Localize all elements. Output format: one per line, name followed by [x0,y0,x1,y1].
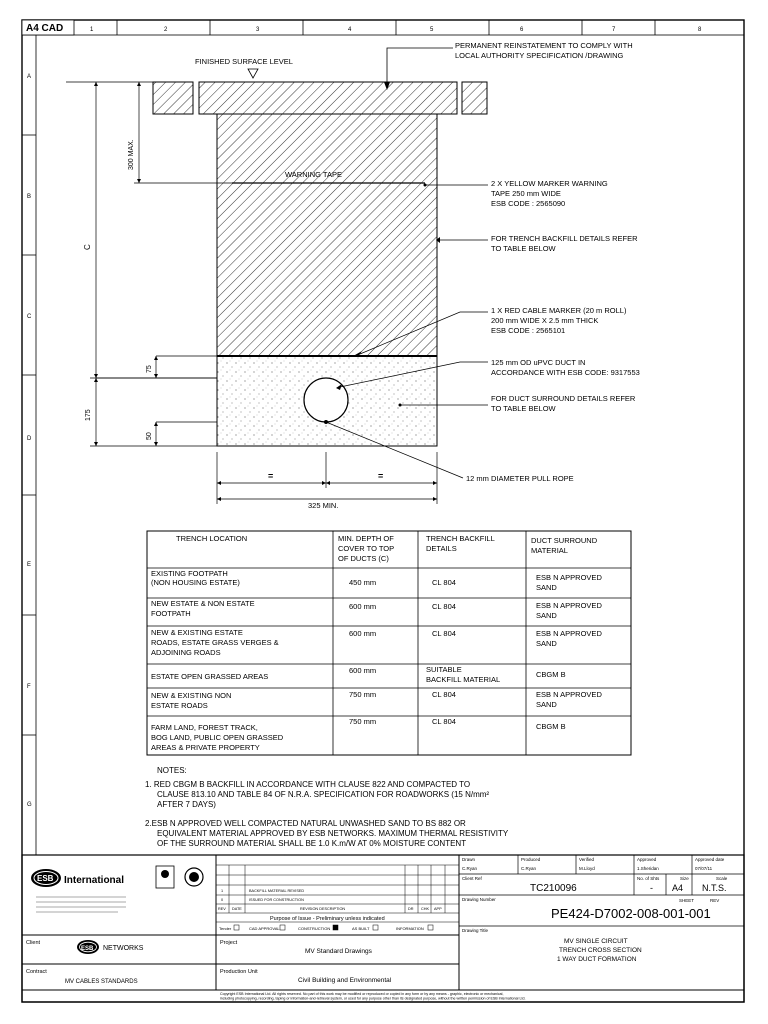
table-cell: CBGM B [536,670,566,679]
esb-logo [31,869,61,887]
col-label: 1 [90,27,94,33]
duct-note: 125 mm OD uPVC DUCT IN [491,358,586,367]
backfill-note: FOR TRENCH BACKFILL DETAILS REFER [491,234,638,243]
table-cell: ESB N APPROVED [536,573,602,582]
table-cell: ESTATE OPEN GRASSED AREAS [151,672,269,681]
table-header: DETAILS [426,544,457,553]
table-cell: SUITABLE [426,665,462,674]
reinstatement-note: LOCAL AUTHORITY SPECIFICATION /DRAWING [455,51,624,60]
table-cell: ADJOINING ROADS [151,648,221,657]
accreditation-marks [156,866,203,888]
sheet-count-label: No. of Shts [637,876,660,881]
table-cell: 600 mm [349,629,377,638]
sheet-label: SHEET [679,898,695,903]
col-label: 2 [164,27,168,33]
table-cell: ESTATE ROADS [151,701,208,710]
approved-date-value: 07/07/11 [695,866,713,871]
note-line: OF THE SURROUND MATERIAL SHALL BE 1.0 K.m/W AT 0% MOISTURE CONTENT [157,839,467,848]
table-cell: CL 804 [432,578,456,587]
table-cell: ESB N APPROVED [536,601,602,610]
table-header: OF DUCTS (C) [338,554,389,563]
table-cell: CL 804 [432,602,456,611]
table-cell: EXISTING FOOTPATH [151,569,228,578]
table-cell: NEW ESTATE & NON ESTATE [151,599,255,608]
size-value: A4 [672,883,684,893]
rev-header: DR [408,907,414,911]
finished-surface-label: FINISHED SURFACE LEVEL [195,57,293,66]
row-label: A [27,74,32,80]
company-name: International [64,875,125,886]
note-line: 1. RED CBGM B BACKFILL IN ACCORDANCE WITH CLAUSE 822 AND COMPACTED TO [145,780,471,789]
table-header: MATERIAL [531,546,568,555]
purpose-checkbox[interactable] [234,925,239,930]
table-cell: NEW & EXISTING ESTATE [151,628,243,637]
duct-note: ACCORDANCE WITH ESB CODE: 9317553 [491,368,640,377]
project-value: MV Standard Drawings [305,948,372,955]
table-cell: SAND [536,611,557,620]
rev-label: REV [710,898,720,903]
project-label: Project [220,940,238,946]
row-label: F [27,684,31,690]
title-block [22,855,744,1002]
table-header: COVER TO TOP [338,544,395,553]
dim-equal-label: = [378,471,384,481]
rev-number: 0 [221,898,224,902]
client-ref-value: TC210096 [530,883,577,894]
reinstatement-note: PERMANENT REINSTATEMENT TO COMPLY WITH [455,41,633,50]
table-cell: CBGM B [536,722,566,731]
drawn-value: C.Ryan [462,866,478,871]
backfill-note: TO TABLE BELOW [491,244,556,253]
table-header: DUCT SURROUND [531,536,598,545]
dim-75-label: 75 [146,365,153,373]
table-cell: 750 mm [349,717,377,726]
level-marker-icon [248,69,258,78]
marker-tape-note: 2 X YELLOW MARKER WARNING [491,179,608,188]
approved-value: 1.Sheridan [637,866,659,871]
verified-label: Verified [579,857,595,862]
col-label: 3 [256,27,260,33]
approved-label: Approved [637,857,657,862]
purpose-option: CAD APPROVAL [249,926,280,931]
table-cell: CL 804 [432,629,456,638]
row-label: D [27,436,32,442]
table-cell: SAND [536,583,557,592]
scale-value: N.T.S. [702,883,727,893]
production-value: Civil Building and Environmental [298,977,392,984]
purpose-title: Purpose of Issue - Preliminary unless indicated [270,916,385,922]
notes [145,766,509,848]
grid-column-strip [22,20,744,35]
note-line: EQUIVALENT MATERIAL APPROVED BY ESB NETWORKS. MAXIMUM THERMAL RESISTIVITY [157,829,509,838]
dim-175-label: 175 [85,409,92,421]
horizontal-dimensions [217,452,437,504]
produced-label: Produced [521,857,541,862]
drawing-title-line: 1 WAY DUCT FORMATION [557,956,637,963]
notes-title: NOTES: [157,766,187,775]
table-cell: 600 mm [349,666,377,675]
drawing-title-line: MV SINGLE CIRCUIT [564,938,628,945]
table-cell: ROADS, ESTATE GRASS VERGES & [151,638,279,647]
purpose-option: Tender [219,926,232,931]
marker-tape-note: ESB CODE : 2565090 [491,199,566,208]
rev-header: CHK [421,907,430,911]
table-cell: BOG LAND, PUBLIC OPEN GRASSED [151,733,284,742]
client-label: Client [26,940,41,946]
dim-300-label: 300 MAX. [128,139,135,170]
warning-tape-label: WARNING TAPE [285,170,342,179]
purpose-option: AS BUILT [352,926,370,931]
copyright-line: Copyright ESB International Ltd. All rights reserved. No part of this work may be modified or reproduced or copied in any form or by any means - graphic, electronic or mechanical, [220,992,504,996]
table-header: MIN. DEPTH OF [338,534,394,543]
table-cell: BACKFILL MATERIAL [426,675,501,684]
col-label: 7 [612,27,616,33]
purpose-option: CONSTRUCTION [298,926,331,931]
table-cell: 450 mm [349,578,377,587]
surround-note: TO TABLE BELOW [491,404,556,413]
table-cell: FOOTPATH [151,609,191,618]
drawing-title-line: TRENCH CROSS SECTION [559,947,642,954]
purpose-checkbox[interactable] [373,925,378,930]
rev-number: 1 [221,889,224,893]
pull-rope-note: 12 mm DIAMETER PULL ROPE [466,474,574,483]
table-cell: CL 804 [432,690,456,699]
marker-tape-note: TAPE 250 mm WIDE [491,189,561,198]
col-label: 6 [520,27,524,33]
drawing-number-label: Drawing Number [462,897,496,902]
table-cell: CL 804 [432,717,456,726]
col-label: 5 [430,27,434,33]
table-header: TRENCH LOCATION [176,534,248,543]
row-label: G [27,802,32,808]
cable-marker-note: 200 mm WIDE X 2.5 mm THICK [491,316,599,325]
purpose-option: INFORMATION [396,926,424,931]
table-cell: ESB N APPROVED [536,690,602,699]
production-label: Production Unit [220,969,258,975]
verified-value: M.Lloyd [579,866,595,871]
table-cell: ESB N APPROVED [536,629,602,638]
row-label: E [27,562,32,568]
purpose-checkbox-checked[interactable] [333,925,338,930]
rev-header: REVISION DESCRIPTION [300,907,346,911]
row-label: B [27,194,32,200]
surround-note: FOR DUCT SURROUND DETAILS REFER [491,394,636,403]
logo-text: ESB [37,874,54,883]
size-label: Size [680,876,689,881]
table-cell: (NON HOUSING ESTATE) [151,578,240,587]
rev-header: DATE [232,907,242,911]
dim-c-label: C [83,244,92,250]
note-line: AFTER 7 DAYS) [157,800,216,809]
rev-header: REV [218,907,226,911]
rev-header: APP [434,907,442,911]
sheet-size-label: A4 CAD [26,23,64,34]
copyright-line: including photocopying, recording, taping or information-and-retrieval system, or used for any purpose other than its designated purpose, without the written permission of ESB International Ltd. [220,996,526,1001]
table-header: TRENCH BACKFILL [426,534,495,543]
table-cell: NEW & EXISTING NON [151,691,232,700]
row-label: C [27,314,32,320]
trench-table [147,531,631,755]
trench-section [153,82,487,446]
table-cell: SAND [536,639,557,648]
drawn-label: Drawn [462,857,476,862]
vertical-dimensions [90,82,232,446]
note-line: CLAUSE 813.10 AND TABLE 84 OF N.R.A. SPECIFICATION FOR ROADWORKS (15 N/mm² [157,790,490,799]
table-cell: 750 mm [349,690,377,699]
dim-325-label: 325 MIN. [308,501,339,510]
cable-marker-note: ESB CODE : 2565101 [491,326,566,335]
client-networks: NETWORKS [103,945,144,952]
table-cell: SAND [536,700,557,709]
produced-value: C.Ryan [521,866,537,871]
logo-text: ESB [81,946,94,952]
approved-date-label: Approved date [695,857,725,862]
dim-50-label: 50 [146,432,153,440]
drawing-number: PE424-D7002-008-001-001 [551,906,711,921]
note-line: 2.ESB N APPROVED WELL COMPACTED NATURAL UNWASHED SAND TO BS 882 OR [145,819,466,828]
col-label: 4 [348,27,352,33]
client-ref-label: Client Ref [462,876,482,881]
table-cell: FARM LAND, FOREST TRACK, [151,723,258,732]
sheet-count-value: - [650,883,653,893]
esb-networks-logo [77,940,99,954]
contract-label: Contract [26,969,47,975]
purpose-checkbox[interactable] [428,925,433,930]
drawing-title-label: Drawing Title [462,928,489,933]
col-label: 8 [698,27,702,33]
scale-label: Scale [716,876,728,881]
dim-equal-label: = [268,471,274,481]
contract-value: MV CABLES STANDARDS [65,979,138,985]
table-cell: AREAS & PRIVATE PROPERTY [151,743,260,752]
rev-description: BACKFILL MATERIAL REVISED [249,889,305,893]
rev-description: ISSUED FOR CONSTRUCTION [249,898,304,902]
cable-marker-note: 1 X RED CABLE MARKER (20 m ROLL) [491,306,627,315]
table-cell: 600 mm [349,602,377,611]
purpose-checkbox[interactable] [280,925,285,930]
